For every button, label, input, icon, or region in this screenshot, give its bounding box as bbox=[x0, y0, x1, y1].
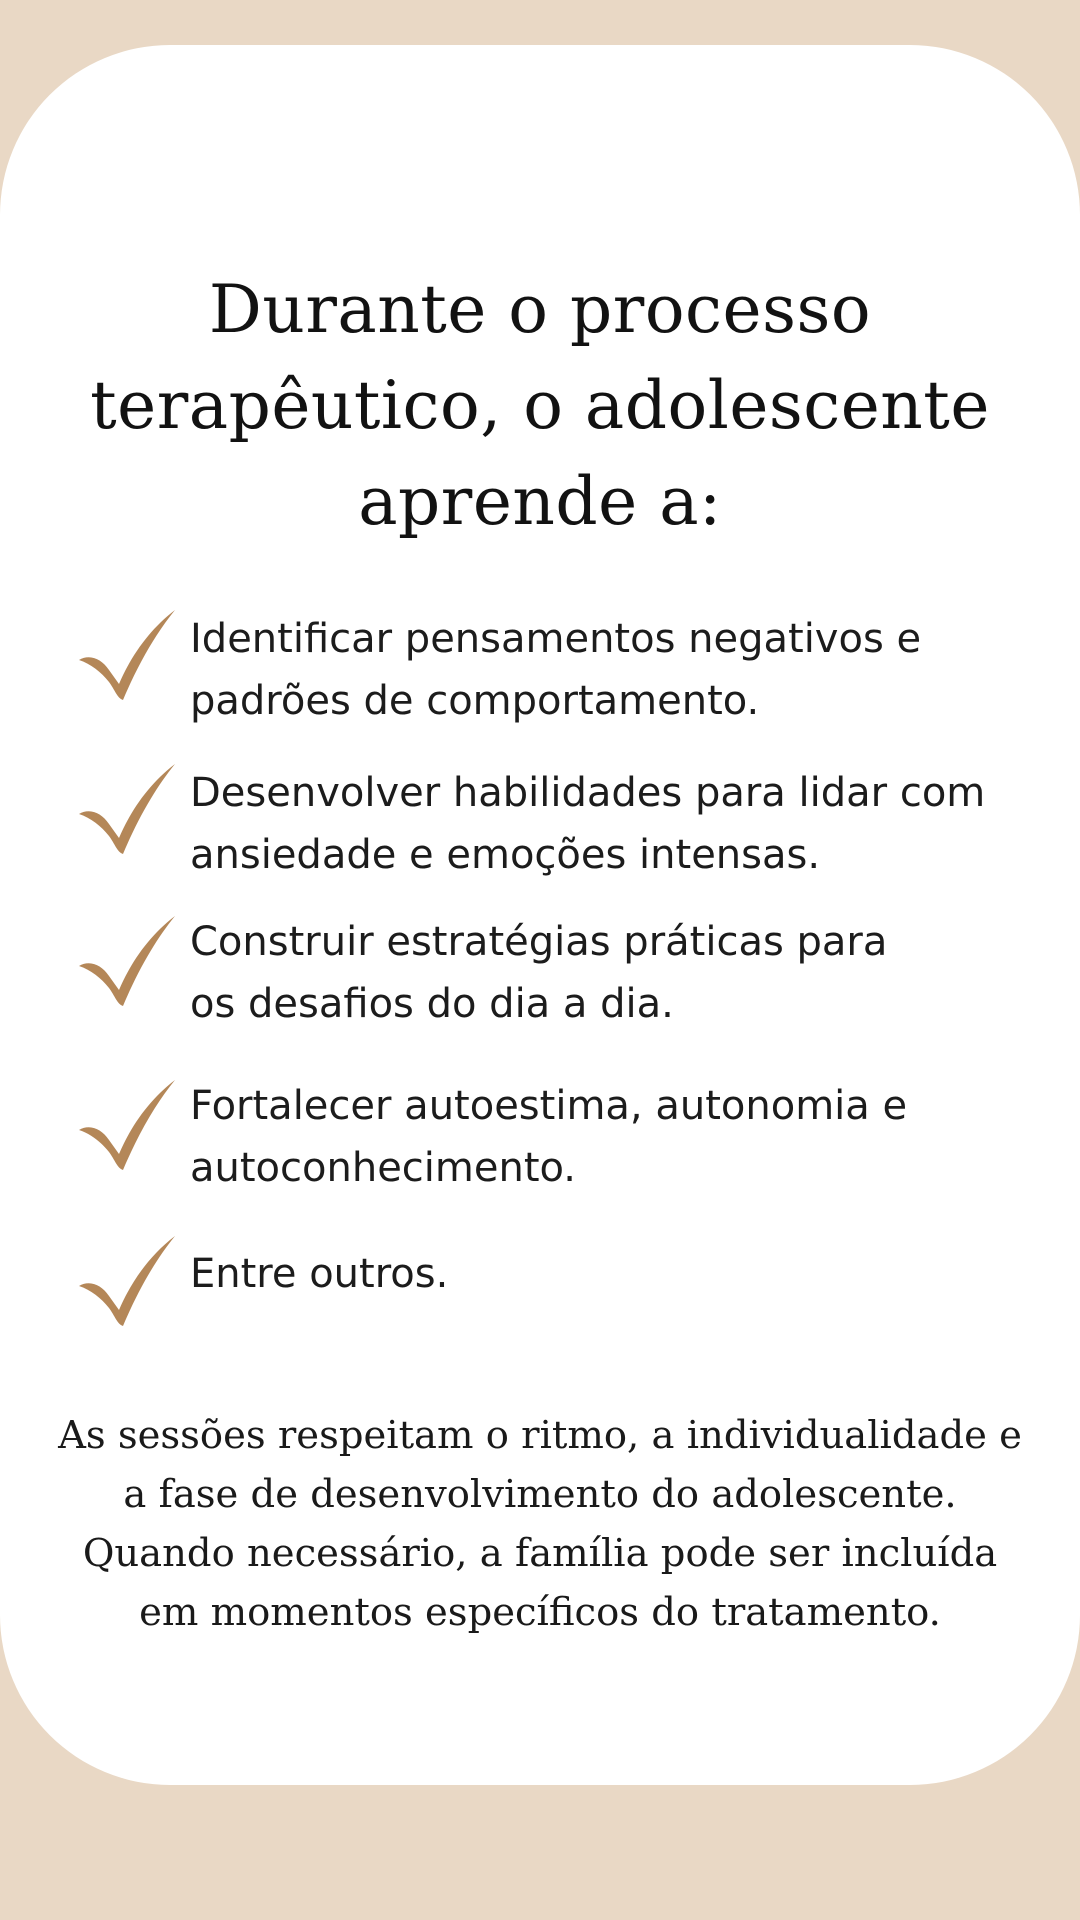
list-item-text bbox=[190, 1243, 1020, 1305]
footer-paragraph bbox=[50, 1406, 1030, 1642]
list-item-line: Fortalecer autoestima, autonomia e bbox=[190, 1083, 908, 1129]
title-line-1: Durante o processo bbox=[208, 271, 872, 348]
checkmark-icon bbox=[75, 764, 179, 860]
list-item-text bbox=[190, 1075, 1020, 1199]
title-line-2: terapêutico, o adolescente bbox=[90, 367, 990, 444]
list-item-text bbox=[190, 911, 1020, 1035]
footer-line: Quando necessário, a família pode ser incluída bbox=[82, 1531, 998, 1576]
list-item-line: ansiedade e emoções intensas. bbox=[190, 832, 821, 878]
checkmark-icon bbox=[75, 916, 179, 1012]
list-item-text bbox=[190, 608, 1020, 732]
footer-line: As sessões respeitam o ritmo, a individualidade e bbox=[58, 1413, 1022, 1458]
checkmark-icon bbox=[75, 610, 179, 706]
list-item-text bbox=[190, 762, 1020, 886]
checkmark-icon bbox=[75, 1080, 179, 1176]
page-title bbox=[60, 262, 1020, 550]
list-item-line: os desafios do dia a dia. bbox=[190, 981, 674, 1027]
checkmark-icon bbox=[75, 1236, 179, 1332]
list-item-line: Identificar pensamentos negativos e bbox=[190, 616, 922, 662]
footer-line: em momentos específicos do tratamento. bbox=[139, 1590, 941, 1635]
title-line-3: aprende a: bbox=[358, 463, 722, 540]
footer-line: a fase de desenvolvimento do adolescente. bbox=[123, 1472, 957, 1517]
list-item-line: autoconhecimento. bbox=[190, 1145, 576, 1191]
list-item-line: Construir estratégias práticas para bbox=[190, 919, 888, 965]
list-item-line: Entre outros. bbox=[190, 1251, 449, 1297]
list-item-line: padrões de comportamento. bbox=[190, 678, 760, 724]
list-item-line: Desenvolver habilidades para lidar com bbox=[190, 770, 986, 816]
